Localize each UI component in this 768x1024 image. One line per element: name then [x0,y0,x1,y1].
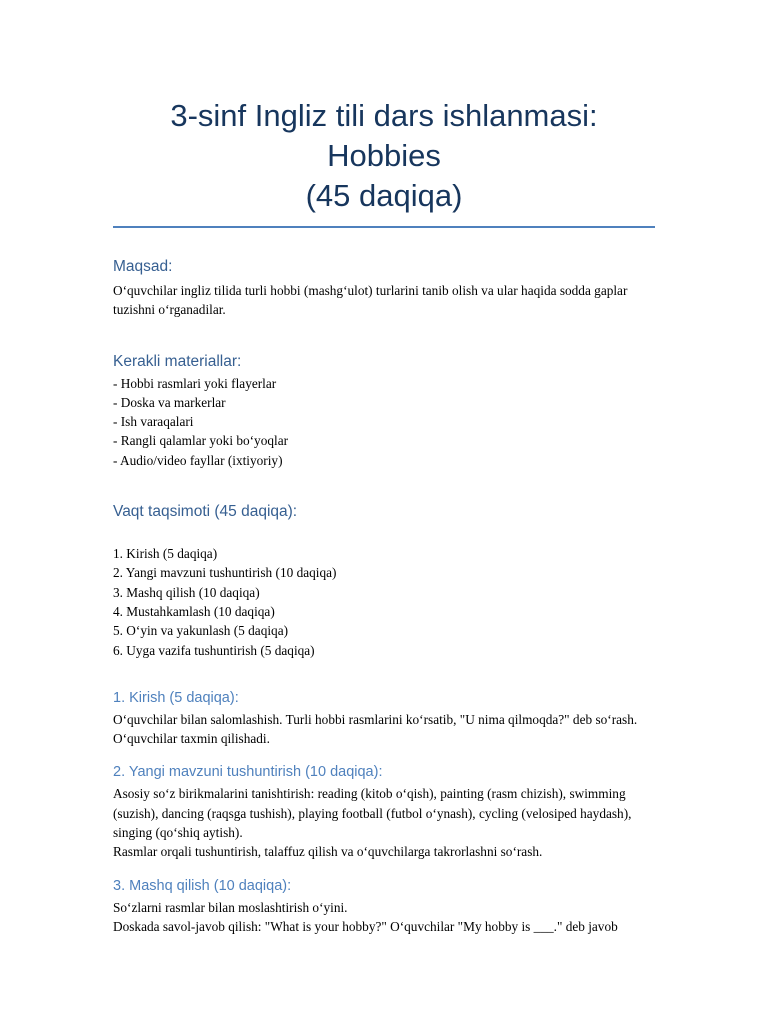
kirish-text: O‘quvchilar bilan salomlashish. Turli hobbi rasmlarini ko‘rsatib, "U nima qilmoqda?" deb so‘rash. O‘quvchilar taxmin qilishadi. [113,711,638,747]
list-item: 2. Yangi mavzuni tushuntirish (10 daqiqa) [113,565,337,581]
mashq-heading: 3. Mashq qilish (10 daqiqa): [113,877,292,894]
list-item: 5. O‘yin va yakunlash (5 daqiqa) [113,623,289,639]
yangi-mavzu-text-1: Asosiy so‘z birikmalarini tanishtirish: reading (kitob o‘qish), painting (rasm chizish), swimming (suzish), dancing (raqsga tushish), playing football (futbol o‘ynash), cycling (velosiped haydash), singing (qo‘shiq aytish). [113,786,632,841]
list-item: 6. Uyga vazifa tushuntirish (5 daqiqa) [113,642,315,658]
vaqt-heading: Vaqt taqsimoti (45 daqiqa): [113,503,298,521]
page-title [113,0,655,228]
maqsad-heading: Maqsad: [113,258,173,275]
list-item: - Hobbi rasmlari yoki flayerlar [113,375,277,391]
page-title-line-2: (45 daqiqa) [305,178,463,213]
mashq-text-2: Doskada savol-javob qilish: "What is your hobby?" O‘quvchilar "My hobby is ___." deb javob [113,918,618,934]
materiallar-list [113,374,655,470]
yangi-mavzu-heading: 2. Yangi mavzuni tushuntirish (10 daqiqa): [113,764,383,781]
list-item: 1. Kirish (5 daqiqa) [113,546,218,562]
materiallar-heading: Kerakli materiallar: [113,352,242,370]
maqsad-text: O‘quvchilar ingliz tilida turli hobbi (mashg‘ulot) turlarini tanib olish va ular haqida sodda gaplar tuzishni o‘rganadilar. [113,283,628,318]
page-title-line-1: 3-sinf Ingliz tili dars ishlanmasi: Hobbies [170,98,598,173]
yangi-mavzu-text-2: Rasmlar orqali tushuntirish, talaffuz qilish va o‘quvchilarga takrorlashni so‘rash. [113,844,543,860]
list-item: 3. Mashq qilish (10 daqiqa) [113,584,260,600]
mashq-text-1: So‘zlarni rasmlar bilan moslashtirish o‘yini. [113,899,348,915]
kirish-heading: 1. Kirish (5 daqiqa): [113,689,239,706]
list-item: - Doska va markerlar [113,394,226,410]
list-item: - Audio/video fayllar (ixtiyoriy) [113,452,283,468]
list-item: - Rangli qalamlar yoki bo‘yoqlar [113,433,289,449]
list-item: 4. Mustahkamlash (10 daqiqa) [113,603,275,619]
vaqt-list [113,544,655,660]
list-item: - Ish varaqalari [113,414,194,430]
